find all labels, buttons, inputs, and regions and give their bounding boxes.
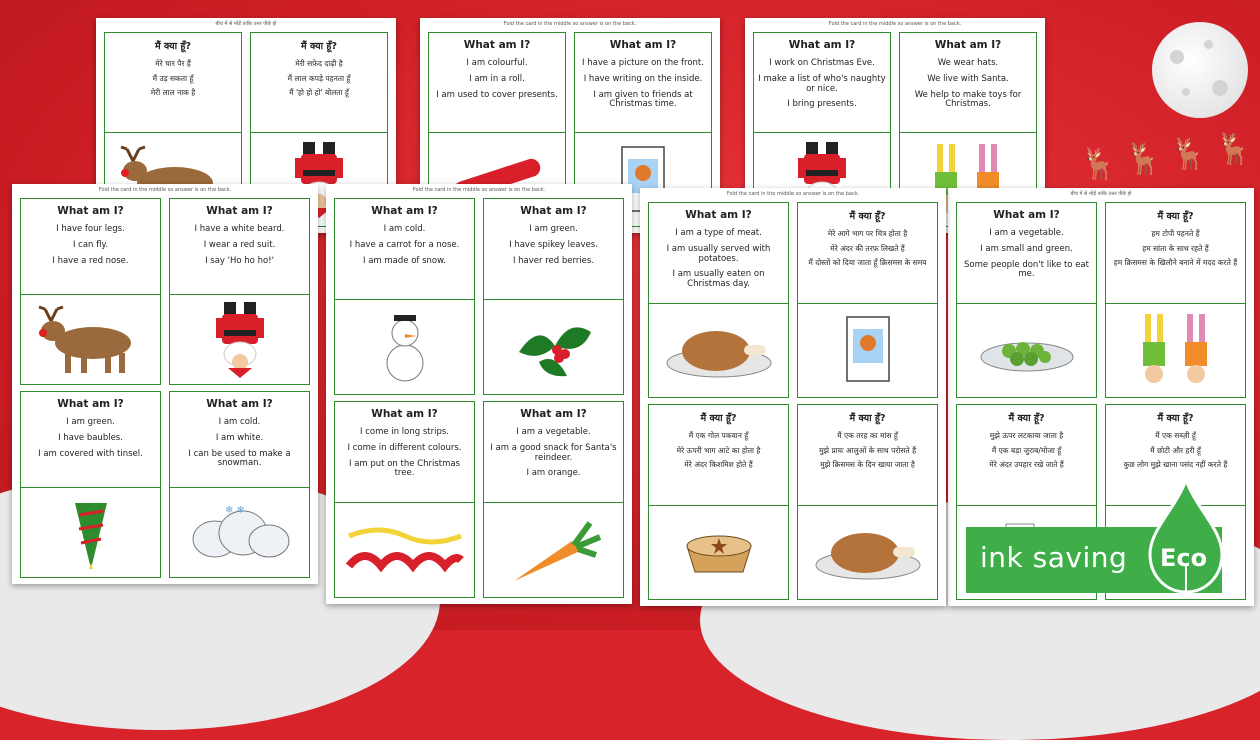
reindeer-silhouette-icon: 🦌 [1215,132,1253,167]
fold-instruction: Fold the card in the middle so answer is on the back. [726,191,860,197]
riddle-clue: मैं एक बड़ा जुराब/मोजा हूँ [991,445,1062,455]
riddle-title: मैं क्या हूँ? [849,413,886,424]
riddle-title: What am I? [371,205,438,217]
riddle-clue: I make a list of who's naughty or nice. [758,73,886,94]
riddle-clue: I have baubles. [58,432,123,443]
tree-icon [21,488,160,577]
riddle-card [956,202,1097,398]
riddle-clue: मुझे क्रिसमस के दिन खाया जाता है [820,460,915,470]
elves-icon [1106,304,1245,398]
riddle-clue: I am a type of meat. [675,228,762,238]
riddle-title: What am I? [371,408,438,420]
riddle-title: What am I? [788,39,856,51]
riddle-clue: I have a picture on the front. [582,58,704,68]
riddle-clue: I can fly. [72,239,109,250]
fold-instruction: बीच में से मोड़ें ताकि उत्तर पीछे हो [215,21,277,27]
riddle-clue: I am usually eaten on Christmas day. [672,269,765,290]
riddle-question [21,392,160,488]
riddle-clue: I am orange. [526,468,581,479]
riddle-clue: मैं एक गोल पकवान हूँ [688,431,749,440]
reindeer-icon [21,295,160,384]
fold-instruction: Fold the card in the middle so answer is on the back. [828,21,962,27]
riddle-question [957,203,1096,304]
riddle-clue: I have spikey leaves. [509,239,598,250]
riddle-clue: I am a vegetable. [516,427,591,437]
riddle-title: What am I? [57,398,124,410]
riddle-title: What am I? [685,209,752,221]
riddle-question [649,203,788,304]
riddle-clue: I am put on the Christmas tree. [348,458,460,479]
riddle-question [170,199,309,295]
riddle-card [483,401,624,598]
riddle-clue: I come in long strips. [360,427,449,437]
riddle-card [20,391,161,578]
riddle-card [648,404,789,600]
riddle-title: मैं क्या हूँ? [849,211,886,222]
reindeer-silhouette-icon: 🦌 [1080,147,1118,182]
riddle-title: मैं क्या हूँ? [1157,413,1194,424]
riddle-title: What am I? [993,209,1060,221]
riddle-clue: I am used to cover presents. [436,89,558,100]
riddle-clue: I am a vegetable. [989,228,1064,238]
reindeer-silhouette-icon: 🦌 [1125,142,1163,177]
riddle-question [105,33,241,133]
riddle-clue: मेरे आगे भाग पर चित्र होता है [827,229,908,238]
riddle-clue: Some people don't like to eat me. [964,259,1089,280]
fold-instruction: Fold the card in the middle so answer is on the back. [98,187,232,193]
riddle-clue: I have writing on the inside. [583,73,703,84]
riddle-clue: हम टोपी पहनते हैं [1151,229,1200,238]
holly-icon [484,300,623,394]
sprouts-icon [957,304,1096,398]
riddle-card [797,404,938,600]
riddle-clue: मैं एक सब्ज़ी हूँ [1155,431,1196,440]
riddle-clue: I am given to friends at Christmas time. [593,89,693,110]
riddle-clue: I am in a roll. [469,73,525,84]
turkey-icon [798,506,937,600]
reindeer-silhouette-icon: 🦌 [1170,137,1208,172]
card-grid [334,198,624,598]
riddle-clue: I am green. [529,224,578,234]
riddle-question [957,405,1096,506]
riddle-question [484,402,623,503]
riddle-clue: मेरे ऊपरी भाग आटे का होता है [676,445,761,455]
snow-icon [170,488,309,577]
riddle-clue: मैं उड़ सकता हूँ [152,73,194,83]
ink-saving-text: ink saving [980,541,1128,574]
riddle-clue: मैं 'हो हो हो' बोलता हूँ [289,88,349,98]
riddle-clue: I come in different colours. [347,442,462,453]
riddle-clue: I work on Christmas Eve. [769,58,875,68]
snowman-icon [335,300,474,394]
riddle-title: What am I? [520,408,587,420]
riddle-title: मैं क्या हूँ? [301,41,337,52]
riddle-title: मैं क्या हूँ? [1157,211,1194,222]
riddle-card [20,198,161,385]
riddle-clue: I am colourful. [466,58,528,68]
fold-instruction: Fold the card in the middle so answer is on the back. [412,187,546,193]
riddle-clue: हम सांता के साथ रहते हैं [1142,243,1209,253]
riddle-clue: I haver red berries. [512,255,595,266]
riddle-clue: मेरे अंदर की तरफ़ लिखते हैं [830,243,905,253]
riddle-clue: I bring presents. [787,99,857,110]
santa-icon [170,295,309,384]
turkey-icon [649,304,788,398]
riddle-title: मैं क्या हूँ? [1008,413,1045,424]
riddle-question [1106,203,1245,304]
riddle-question [170,392,309,488]
riddle-clue: I am covered with tinsel. [38,448,143,459]
riddle-question [900,33,1036,133]
riddle-clue: मैं लाल कपड़े पहनता हूँ [287,73,351,83]
fold-instruction: Fold the card in the middle so answer is on the back. [503,21,637,27]
riddle-clue: I have a carrot for a nose. [349,239,460,250]
worksheet-sheet [12,184,318,584]
riddle-card [169,391,310,578]
riddle-clue: I say 'Ho ho ho!' [205,255,274,266]
riddle-clue: I am made of snow. [363,255,446,266]
riddle-clue: हम क्रिसमस के खिलौने बनाने में मदद करते हैं [1113,258,1238,268]
riddle-clue: I am green. [66,417,115,427]
riddle-question [335,402,474,503]
riddle-question [484,199,623,300]
riddle-clue: मैं छोटी और हरी हूँ [1150,445,1201,455]
riddle-clue: मेरे अंदर किशमिश होते हैं [684,460,753,470]
riddle-clue: मेरे अंदर उपहार रखे जाते हैं [989,460,1064,470]
riddle-question [754,33,890,133]
riddle-card [334,198,475,395]
fold-instruction: बीच में से मोड़ें ताकि उत्तर पीछे हो [1070,191,1132,197]
christmas-card-icon [798,304,937,398]
riddle-clue: मैं दोस्तों को दिया जाता हूँ क्रिसमस के समय [808,258,927,268]
riddle-title: What am I? [206,205,273,217]
mince-pie-icon [649,506,788,600]
riddle-title: What am I? [609,39,677,51]
riddle-clue: I am cold. [383,224,426,234]
eco-label: Eco [1160,544,1208,572]
moon-icon [1152,22,1248,118]
worksheet-sheet [640,188,946,606]
riddle-question [251,33,387,133]
carrot-icon [484,503,623,597]
riddle-clue: I am small and green. [980,243,1073,254]
riddle-clue: मुझे ऊपर लटकाया जाता है [989,431,1064,440]
riddle-card [483,198,624,395]
riddle-clue: मैं एक तरह का मांस हूँ [837,431,898,440]
riddle-card [1105,202,1246,398]
riddle-card [797,202,938,398]
tinsel-icon [335,503,474,597]
riddle-title: What am I? [463,39,531,51]
riddle-clue: I am a good snack for Santa's reindeer. [490,442,617,463]
riddle-clue: I have four legs. [56,224,125,234]
riddle-clue: मेरे चार पैर हैं [155,59,191,68]
riddle-clue: I am cold. [218,417,261,427]
riddle-title: मैं क्या हूँ? [155,41,191,52]
riddle-title: What am I? [520,205,587,217]
riddle-clue: कुछ लोग मुझे खाना पसंद नहीं करते हैं [1123,460,1228,470]
riddle-clue: I am usually served with potatoes. [666,243,771,264]
riddle-clue: मुझे प्रायः आलुओं के साथ परोसते हैं [818,445,917,455]
riddle-question [575,33,711,133]
riddle-clue: मेरी लाल नाक है [150,88,196,98]
riddle-clue: मेरी सफ़ेद दाढ़ी है [295,59,343,68]
riddle-card [648,202,789,398]
riddle-question [798,203,937,304]
card-grid [20,198,310,578]
svg-text:❄ ❄: ❄ ❄ [224,504,245,516]
riddle-title: What am I? [206,398,273,410]
riddle-question [649,405,788,506]
riddle-title: What am I? [934,39,1002,51]
riddle-clue: I am white. [215,432,264,443]
riddle-clue: We wear hats. [937,58,999,68]
riddle-clue: We help to make toys for Christmas. [914,89,1022,110]
riddle-clue: We live with Santa. [927,73,1009,84]
riddle-title: मैं क्या हूँ? [700,413,737,424]
riddle-clue: I wear a red suit. [203,239,276,250]
riddle-clue: I have a red nose. [52,255,129,266]
riddle-question [21,199,160,295]
riddle-question [429,33,565,133]
riddle-card [169,198,310,385]
riddle-question [335,199,474,300]
card-grid [648,202,938,600]
riddle-question [798,405,937,506]
riddle-card [334,401,475,598]
riddle-clue: I have a white beard. [194,224,285,234]
riddle-title: What am I? [57,205,124,217]
eco-drop-icon [1146,478,1226,596]
worksheet-sheet [326,184,632,604]
riddle-clue: I can be used to make a snowman. [188,448,291,469]
